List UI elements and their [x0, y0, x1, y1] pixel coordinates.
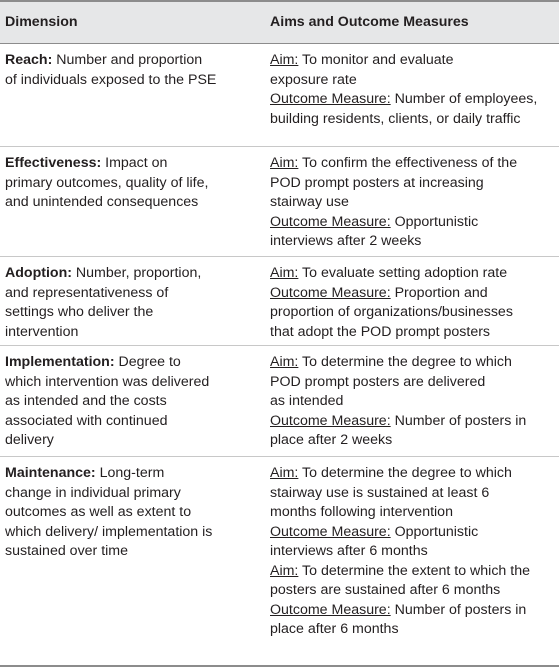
dimension-cell	[5, 353, 255, 451]
dimension-text: primary outcomes, quality of life,	[5, 174, 209, 191]
outcome-text: Number of posters in	[390, 412, 527, 429]
aims-cell	[270, 464, 556, 640]
outcome-label: Outcome Measure:	[270, 601, 391, 618]
outcome-text: that adopt the POD prompt posters	[270, 323, 491, 340]
table-header	[0, 0, 559, 44]
dimension-cell	[5, 154, 255, 213]
aim-text: as intended	[270, 393, 344, 409]
dimension-text: sustained over time	[5, 543, 129, 559]
dimension-text: and unintended consequences	[5, 194, 199, 210]
aim-text: To determine the degree to which	[298, 465, 512, 481]
dimension-text: associated with continued	[5, 412, 168, 429]
outcome-text: building residents, clients, or daily traffic	[270, 110, 521, 127]
aim-text: stairway use is sustained at least 6	[270, 484, 490, 501]
outcome-label: Outcome Measure:	[270, 213, 391, 230]
dimension-text: as intended and the costs	[5, 393, 167, 409]
table-row	[0, 457, 559, 665]
dimension-cell	[5, 464, 255, 562]
outcome-text: place after 6 months	[270, 621, 399, 637]
dimension-text: change in individual primary	[5, 484, 181, 501]
aim-label: Aim:	[270, 562, 299, 579]
aim-text: exposure rate	[270, 71, 357, 88]
outcome-label: Outcome Measure:	[270, 91, 391, 107]
dimension-label: Reach:	[5, 52, 53, 68]
dimension-label: Effectiveness:	[5, 155, 102, 171]
outcome-text: Number of employees,	[390, 91, 538, 107]
dimension-label: Maintenance:	[5, 465, 96, 481]
aim-label: Aim:	[270, 354, 299, 370]
header-dimension: Dimension	[5, 14, 78, 30]
outcome-label: Outcome Measure:	[270, 523, 391, 540]
dimension-text: Impact on	[101, 155, 168, 171]
dimension-text: which intervention was delivered	[5, 373, 210, 390]
dimension-text: intervention	[5, 323, 79, 340]
aim-text: POD prompt posters are delivered	[270, 373, 486, 390]
dimension-text: Long-term	[95, 465, 165, 481]
aims-cell	[270, 353, 556, 451]
dimension-text: delivery	[5, 432, 54, 448]
dimension-text: settings who deliver the	[5, 304, 154, 320]
outcome-text: interviews after 2 weeks	[270, 233, 422, 249]
outcome-text: Proportion and	[390, 284, 488, 301]
aims-cell	[270, 264, 556, 342]
aim-text: POD prompt posters at increasing	[270, 174, 484, 191]
dimension-label: Adoption:	[5, 265, 72, 281]
aim-label: Aim:	[270, 465, 299, 481]
dimension-text: Number, proportion,	[71, 265, 202, 281]
header-aims: Aims and Outcome Measures	[270, 14, 469, 30]
aim-text: To evaluate setting adoption rate	[298, 265, 508, 281]
outcome-label: Outcome Measure:	[270, 412, 391, 429]
dimension-text: Number and proportion	[52, 52, 203, 68]
dimension-cell	[5, 51, 255, 90]
dimension-text: and representativeness of	[5, 284, 169, 301]
aim-text: posters are sustained after 6 months	[270, 582, 501, 598]
dimension-text: which delivery/ implementation is	[5, 523, 213, 540]
dimension-text: of individuals exposed to the PSE	[5, 71, 217, 88]
dimension-text: Degree to	[114, 354, 181, 370]
table-row	[0, 346, 559, 457]
aim-text: To determine the extent to which the	[298, 562, 530, 579]
aims-cell	[270, 154, 556, 252]
outcome-text: Opportunistic	[390, 523, 479, 540]
aim-label: Aim:	[270, 265, 299, 281]
outcome-text: Opportunistic	[390, 213, 479, 230]
outcome-text: proportion of organizations/businesses	[270, 304, 513, 320]
aim-text: To determine the degree to which	[298, 354, 512, 370]
table-row	[0, 44, 559, 147]
aim-label: Aim:	[270, 155, 299, 171]
dimension-text: outcomes as well as extent to	[5, 504, 192, 520]
dimension-label: Implementation:	[5, 354, 115, 370]
aim-text: To confirm the effectiveness of the	[298, 155, 518, 171]
aim-text: months following intervention	[270, 504, 453, 520]
aim-text: To monitor and evaluate	[298, 52, 454, 68]
table-row	[0, 147, 559, 257]
outcome-text: place after 2 weeks	[270, 432, 393, 448]
outcome-label: Outcome Measure:	[270, 284, 391, 301]
table-row	[0, 257, 559, 346]
aim-text: stairway use	[270, 194, 349, 210]
aim-label: Aim:	[270, 52, 299, 68]
aims-cell	[270, 51, 556, 129]
outcome-text: Number of posters in	[390, 601, 527, 618]
dimension-cell	[5, 264, 255, 342]
outcome-text: interviews after 6 months	[270, 543, 428, 559]
